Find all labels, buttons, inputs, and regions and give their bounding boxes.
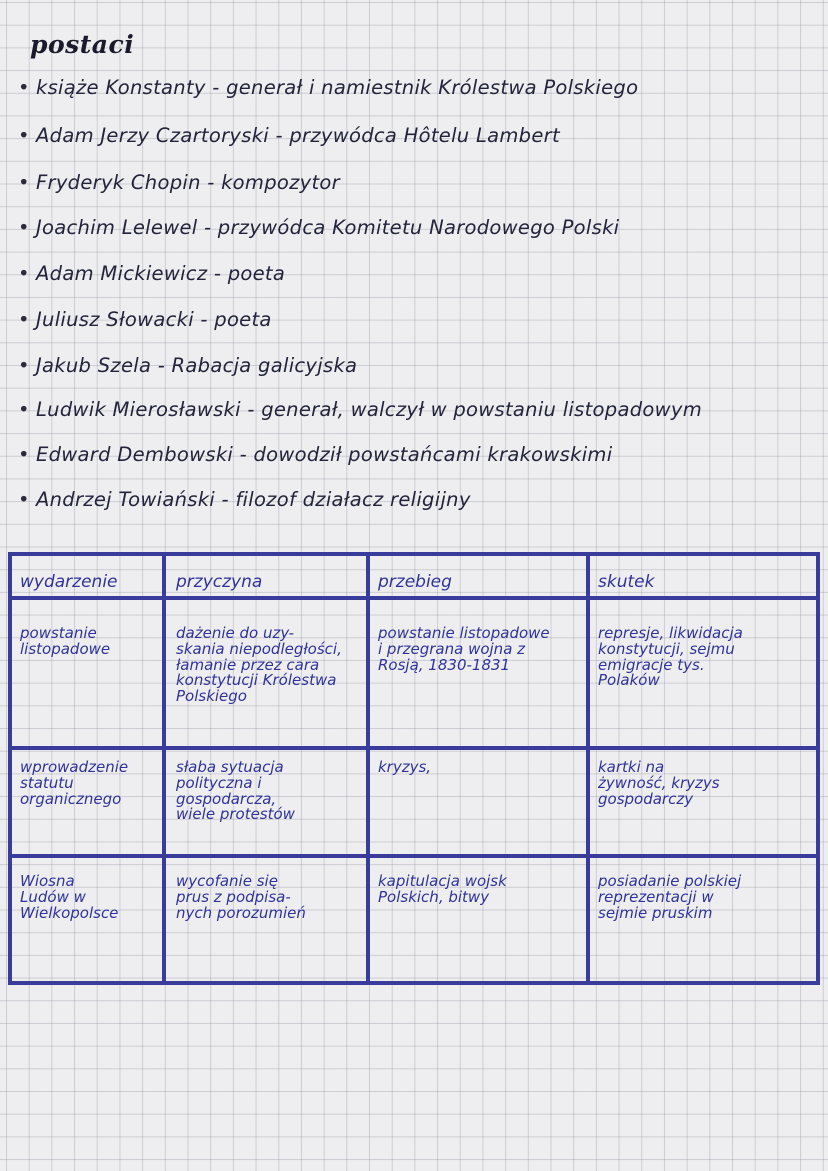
list-item-text: Adam Mickiewicz - poeta xyxy=(36,262,286,285)
table-cell: wprowadzenie statutu organicznego xyxy=(20,758,129,808)
list-item-text: Edward Dembowski - dowodził powstańcami krakowskimi xyxy=(36,443,613,466)
table-cell: słaba sytuacja polityczna i gospodarcza, wiele protestów xyxy=(176,758,295,824)
list-item xyxy=(18,398,823,421)
bullet-icon: • xyxy=(18,124,30,147)
table-cell: kryzys, xyxy=(378,758,432,776)
list-item xyxy=(18,76,823,99)
list-item xyxy=(18,124,823,147)
row-divider xyxy=(12,854,816,858)
bullet-icon: • xyxy=(18,354,30,377)
table-cell: dażenie do uzy- skania niepodległości, łamanie przez cara konstytucji Królestwa Polskiego xyxy=(176,624,342,705)
table-cell: represje, likwidacja konstytucji, sejmu emigracje tys. Polaków xyxy=(598,624,743,690)
list-item-text: Fryderyk Chopin - kompozytor xyxy=(36,171,340,194)
bullet-icon: • xyxy=(18,262,30,285)
list-item xyxy=(18,262,823,285)
table-cell: wycofanie się prus z podpisa- nych porozumień xyxy=(176,872,306,922)
bullet-icon: • xyxy=(18,76,30,99)
bullet-icon: • xyxy=(18,216,30,239)
table-header: przebieg xyxy=(378,572,452,592)
table-header: skutek xyxy=(598,572,655,592)
table-cell: kartki na żywność, kryzys gospodarczy xyxy=(598,758,720,808)
table-header: wydarzenie xyxy=(20,572,118,592)
bullet-icon: • xyxy=(18,308,30,331)
list-item-text: książe Konstanty - generał i namiestnik Królestwa Polskiego xyxy=(36,76,639,99)
row-divider xyxy=(12,596,816,600)
table-header: przyczyna xyxy=(176,572,263,592)
bullet-icon: • xyxy=(18,171,30,194)
list-item-text: Jakub Szela - Rabacja galicyjska xyxy=(36,354,358,377)
list-item xyxy=(18,354,823,377)
list-item xyxy=(18,443,823,466)
list-item xyxy=(18,216,823,239)
row-divider xyxy=(12,746,816,750)
list-item-text: Juliusz Słowacki - poeta xyxy=(36,308,272,331)
list-item-text: Joachim Lelewel - przywódca Komitetu Narodowego Polski xyxy=(36,216,620,239)
bullet-icon: • xyxy=(18,488,30,511)
list-item xyxy=(18,488,823,511)
table-cell: powstanie listopadowe xyxy=(20,624,111,658)
list-item-text: Andrzej Towiański - filozof działacz religijny xyxy=(36,488,471,511)
table-cell: kapitulacja wojsk Polskich, bitwy xyxy=(378,872,507,906)
list-item xyxy=(18,171,823,194)
list-item-text: Adam Jerzy Czartoryski - przywódca Hôtelu Lambert xyxy=(36,124,560,147)
table-cell: posiadanie polskiej reprezentacji w sejmie pruskim xyxy=(598,872,742,922)
table-cell: powstanie listopadowe i przegrana wojna z Rosją, 1830-1831 xyxy=(378,624,550,674)
events-table xyxy=(8,552,820,985)
section-heading: postaci xyxy=(30,30,135,59)
table-cell: Wiosna Ludów w Wielkopolsce xyxy=(20,872,119,922)
bullet-icon: • xyxy=(18,443,30,466)
list-item xyxy=(18,308,823,331)
list-item-text: Ludwik Mierosławski - generał, walczył w powstaniu listopadowym xyxy=(36,398,702,421)
bullet-icon: • xyxy=(18,398,30,421)
